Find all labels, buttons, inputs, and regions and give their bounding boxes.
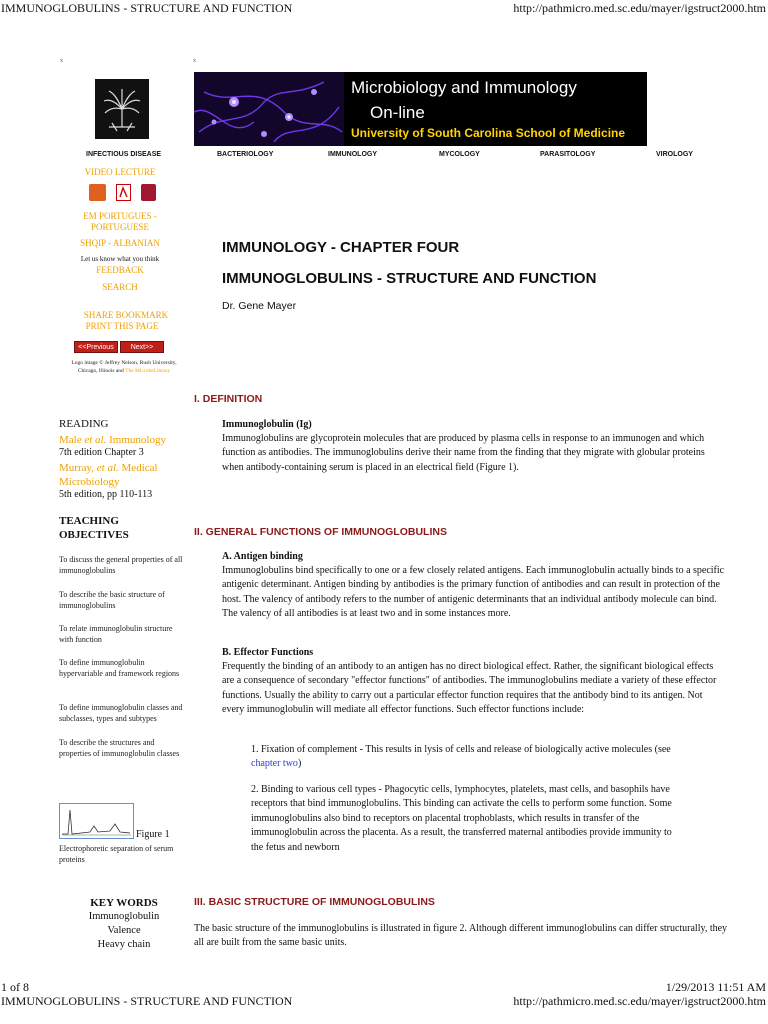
antigen-binding-heading: A. Antigen binding	[222, 551, 303, 562]
objective-item: To describe the basic structure of immunoglobulins	[59, 590, 165, 610]
logo-credit-text: Logo image © Jeffrey Nelson, Rush University, Chicago, Illinois and	[71, 360, 177, 374]
print-footer-page: 1 of 8	[1, 980, 29, 994]
figure1-caption: Electrophoretic separation of serum proteins	[59, 844, 174, 864]
broken-image-mark: x	[60, 58, 63, 64]
reading-book: Immunology	[109, 434, 166, 446]
site-banner[interactable]	[194, 72, 647, 146]
objective-item: To describe the structures and properties of immunoglobulin classes	[59, 738, 180, 758]
reading-pages: 5th edition, pp 110-113	[59, 489, 153, 500]
effector-functions-heading: B. Effector Functions	[222, 647, 314, 658]
section-definition: I. DEFINITION	[194, 393, 263, 405]
portuguese-link[interactable]: EM PORTUGUES - PORTUGUESE	[83, 211, 157, 232]
section-basic-structure: III. BASIC STRUCTURE OF IMMUNOGLOBULINS	[194, 896, 435, 908]
reading-etal: et al.	[96, 462, 119, 474]
reading-etal: et al.	[84, 434, 107, 446]
effector-item-1-text: 1. Fixation of complement - This results in lysis of cells and release of biologically active molecules (see	[251, 744, 671, 755]
print-footer-url: http://pathmicro.med.sc.edu/mayer/igstruct2000.htm	[513, 994, 766, 1008]
microbelibrary-link[interactable]: The MicrobeLibrary	[125, 368, 171, 374]
objective-item: To define immunoglobulin hypervariable and framework regions	[59, 658, 180, 678]
broken-image-mark: x	[193, 58, 196, 64]
print-header-url: http://pathmicro.med.sc.edu/mayer/igstruct2000.htm	[513, 1, 766, 15]
effector-item-1	[251, 743, 681, 772]
author: Dr. Gene Mayer	[222, 300, 297, 312]
previous-button[interactable]: <<Previous	[74, 341, 118, 353]
usc-palmetto-logo[interactable]	[95, 79, 149, 139]
keyword-item: Heavy chain	[97, 939, 151, 950]
keyword-item: Immunoglobulin	[88, 911, 160, 922]
objective-item: To relate immunoglobulin structure with function	[59, 624, 173, 644]
objective-item: To define immunoglobulin classes and subclasses, types and subtypes	[59, 703, 183, 723]
effector-item-2: 2. Binding to various cell types - Phagocytic cells, lymphocytes, platelets, mast cells, and basophils have receptors that bind immunoglobulins. This binding can activate the cells to perform some function. Some immunoglobulins also bind to receptors on placental trophoblasts, which results in transfer of the immunoglobulin across the placenta. As a result, the transferred maternal antibodies provide immunity to the fetus and newborn	[251, 784, 672, 853]
reading-male[interactable]	[59, 433, 166, 447]
page-title: IMMUNOGLOBULINS - STRUCTURE AND FUNCTION	[222, 270, 597, 287]
definition-heading: Immunoglobulin (Ig)	[222, 419, 312, 430]
antigen-binding-text: Immunoglobulins bind specifically to one or a few closely related antigens. Each immunoglobulin actually binds to a specific antigenic determinant. Antigen binding by antibodies is the primary function of antibodies and can result in protection of the host. The valency of antibody refers to the number of antigenic determinants that an individual antibody molecule can bind. The valency of all antibodies is at least two and in some instances more.	[222, 565, 725, 620]
search-link[interactable]: SEARCH	[102, 282, 138, 292]
microscopy-image-icon	[194, 72, 344, 146]
next-button[interactable]: Next>>	[120, 341, 164, 353]
share-bookmark-link[interactable]: SHARE BOOKMARK	[83, 310, 169, 320]
section-general-functions: II. GENERAL FUNCTIONS OF IMMUNOGLOBULINS	[194, 526, 447, 538]
effector-functions-text: Frequently the binding of an antibody to an antigen has no direct biological effect. Rather, the significant biological effects are a consequence of secondary "effector functions" of antibodies. The immunoglobulins mediate a variety of these effector functions. Usually the ability to carry out a particular effector function requires that the antibody bind to its antigen. Not every immunoglobulin will mediate all effector functions. Such effector functions include:	[222, 661, 717, 716]
nav-virology[interactable]: VIROLOGY	[656, 151, 693, 158]
figure1-thumbnail[interactable]	[59, 803, 134, 839]
banner-line1: Microbiology and Immunology	[351, 78, 577, 97]
nav-bacteriology[interactable]: BACTERIOLOGY	[217, 151, 274, 158]
chapter-title: IMMUNOLOGY - CHAPTER FOUR	[222, 239, 460, 256]
reading-edition: 7th edition Chapter 3	[59, 447, 144, 458]
reading-author: Murray,	[59, 462, 95, 474]
reading-murray[interactable]	[59, 461, 189, 489]
print-page-link[interactable]: PRINT THIS PAGE	[85, 321, 159, 331]
banner-line2: On-line	[370, 103, 425, 122]
keyword-item: Valence	[107, 925, 141, 936]
objective-item: To discuss the general properties of all immunoglobulins	[59, 555, 183, 575]
albanian-link[interactable]: SHQIP - ALBANIAN	[80, 238, 160, 248]
print-footer-title: IMMUNOGLOBULINS - STRUCTURE AND FUNCTION	[1, 994, 293, 1008]
media-icons	[89, 184, 159, 202]
banner-line3: University of South Carolina School of Medicine	[351, 126, 626, 140]
reading-book: Medical Microbiology	[59, 462, 158, 488]
reading-author: Male	[59, 434, 82, 446]
logo-credit	[66, 359, 182, 375]
effector-item-1-close: )	[297, 758, 302, 770]
ipod-icon[interactable]	[141, 184, 156, 201]
electrophoresis-graph-icon	[60, 804, 133, 838]
powerpoint-icon[interactable]	[89, 184, 106, 201]
nav-parasitology[interactable]: PARASITOLOGY	[540, 151, 596, 158]
print-footer-datetime: 1/29/2013 11:51 AM	[665, 980, 766, 994]
palmetto-tree-icon	[95, 79, 149, 139]
print-header-title: IMMUNOGLOBULINS - STRUCTURE AND FUNCTION	[1, 1, 293, 15]
basic-structure-text: The basic structure of the immunoglobulins is illustrated in figure 2. Although different immunoglobulins can differ structurally, they all are built from the same basic units.	[194, 923, 728, 949]
definition-text: Immunoglobulins are glycoprotein molecules that are produced by plasma cells in response to an immunogen and which function as antibodies. The immunoglobulins derive their name from the finding that they migrate with globular proteins when antibody-containing serum is placed in an electrical field (Figure 1).	[222, 433, 705, 473]
feedback-link[interactable]: FEEDBACK	[96, 265, 144, 275]
let-us-know-text: Let us know what you think	[80, 255, 160, 263]
chapter-two-link[interactable]: chapter two	[251, 758, 298, 770]
nav-infectious-disease[interactable]: INFECTIOUS DISEASE	[86, 151, 162, 158]
nav-mycology[interactable]: MYCOLOGY	[439, 151, 480, 158]
reading-title: READING	[59, 418, 109, 430]
keywords-title: KEY WORDS	[90, 897, 158, 909]
video-lecture-link[interactable]: VIDEO LECTURE	[84, 167, 156, 177]
nav-immunology[interactable]: IMMUNOLOGY	[328, 151, 377, 158]
teaching-objectives-title: TEACHING OBJECTIVES	[59, 515, 129, 541]
figure1-label: Figure 1	[136, 829, 170, 840]
pdf-icon[interactable]	[116, 184, 131, 201]
